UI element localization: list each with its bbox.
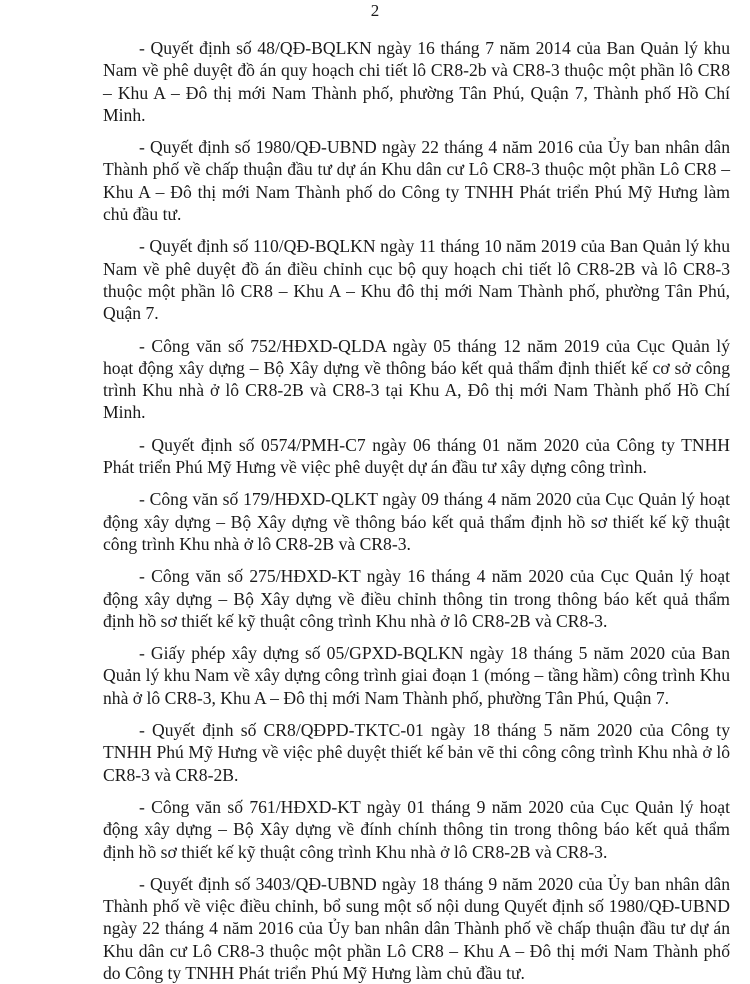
legal-basis-item: - Quyết định số 48/QĐ-BQLKN ngày 16 tháng 7 năm 2014 của Ban Quản lý khu Nam về phê duyệt đồ án quy hoạch chi tiết lô CR8-2b và CR8-3 thuộc một phần lô CR8 – Khu A – Đô thị mới Nam Thành phố, phường Tân Phú, Quận 7, Thành phố Hồ Chí Minh.	[103, 38, 730, 125]
legal-basis-item: - Công văn số 761/HĐXD-KT ngày 01 tháng 9 năm 2020 của Cục Quản lý hoạt động xây dựng – Bộ Xây dựng về đính chính thông tin trong thông báo kết quả thẩm định hồ sơ thiết kế kỹ thuật công trình Khu nhà ở lô CR8-2B và CR8-3.	[103, 796, 730, 862]
document-body	[103, 37, 730, 984]
legal-basis-item: - Quyết định số 3403/QĐ-UBND ngày 18 tháng 9 năm 2020 của Ủy ban nhân dân Thành phố về việc điều chỉnh, bổ sung một số nội dung Quyết định số 1980/QĐ-UBND ngày 22 tháng 4 năm 2016 của Ủy ban nhân dân Thành phố về chấp thuận đầu tư dự án Khu dân cư Lô CR8-3 thuộc một phần Lô CR8 – Khu A – Đô thị mới Nam Thành phố do Công ty TNHH Phát triển Phú Mỹ Hưng làm chủ đầu tư.	[103, 873, 730, 983]
legal-basis-item: - Công văn số 752/HĐXD-QLDA ngày 05 tháng 12 năm 2019 của Cục Quản lý hoạt động xây dựng – Bộ Xây dựng về thông báo kết quả thẩm định thiết kế cơ sở công trình Khu nhà ở lô CR8-2B và CR8-3 tại Khu A, Đô thị mới Nam Thành phố Hồ Chí Minh.	[103, 335, 730, 423]
legal-basis-item: - Quyết định số 1980/QĐ-UBND ngày 22 tháng 4 năm 2016 của Ủy ban nhân dân Thành phố về chấp thuận đầu tư dự án Khu dân cư Lô CR8-3 thuộc một phần Lô CR8 – Khu A – Đô thị mới Nam Thành phố do Công ty TNHH Phát triển Phú Mỹ Hưng làm chủ đầu tư.	[103, 137, 730, 225]
legal-basis-item: - Công văn số 179/HĐXD-QLKT ngày 09 tháng 4 năm 2020 của Cục Quản lý hoạt động xây dựng – Bộ Xây dựng về thông báo kết quả thẩm định hồ sơ thiết kế kỹ thuật công trình Khu nhà ở lô CR8-2B và CR8-3.	[103, 489, 730, 554]
legal-basis-item: - Quyết định số 110/QĐ-BQLKN ngày 11 tháng 10 năm 2019 của Ban Quản lý khu Nam về phê duyệt đồ án điều chỉnh cục bộ quy hoạch chi tiết lô CR8-2B và lô CR8-3 thuộc một phần lô CR8 – Khu A – Khu đô thị mới Nam Thành phố, phường Tân Phú, Quận 7.	[103, 236, 730, 324]
legal-basis-item: - Quyết định số 0574/PMH-C7 ngày 06 tháng 01 năm 2020 của Công ty TNHH Phát triển Phú Mỹ Hưng về việc phê duyệt dự án đầu tư xây dựng công trình.	[103, 434, 730, 478]
legal-basis-item: - Quyết định số CR8/QĐPD-TKTC-01 ngày 18 tháng 5 năm 2020 của Công ty TNHH Phú Mỹ Hưng về việc phê duyệt thiết kế bản vẽ thi công công trình Khu nhà ở lô CR8-3 và CR8-2B.	[103, 720, 730, 785]
page-number: 2	[370, 1, 380, 20]
legal-basis-item: - Công văn số 275/HĐXD-KT ngày 16 tháng 4 năm 2020 của Cục Quản lý hoạt động xây dựng – Bộ Xây dựng về điều chỉnh thông tin trong thông báo kết quả thẩm định hồ sơ thiết kế kỹ thuật công trình Khu nhà ở lô CR8-2B và CR8-3.	[103, 566, 730, 631]
legal-basis-item: - Giấy phép xây dựng số 05/GPXD-BQLKN ngày 18 tháng 5 năm 2020 của Ban Quản lý khu Nam về xây dựng công trình giai đoạn 1 (móng – tầng hầm) công trình Khu nhà ở lô CR8-3, Khu A – Đô thị mới Nam Thành phố, phường Tân Phú, Quận 7.	[103, 643, 730, 708]
